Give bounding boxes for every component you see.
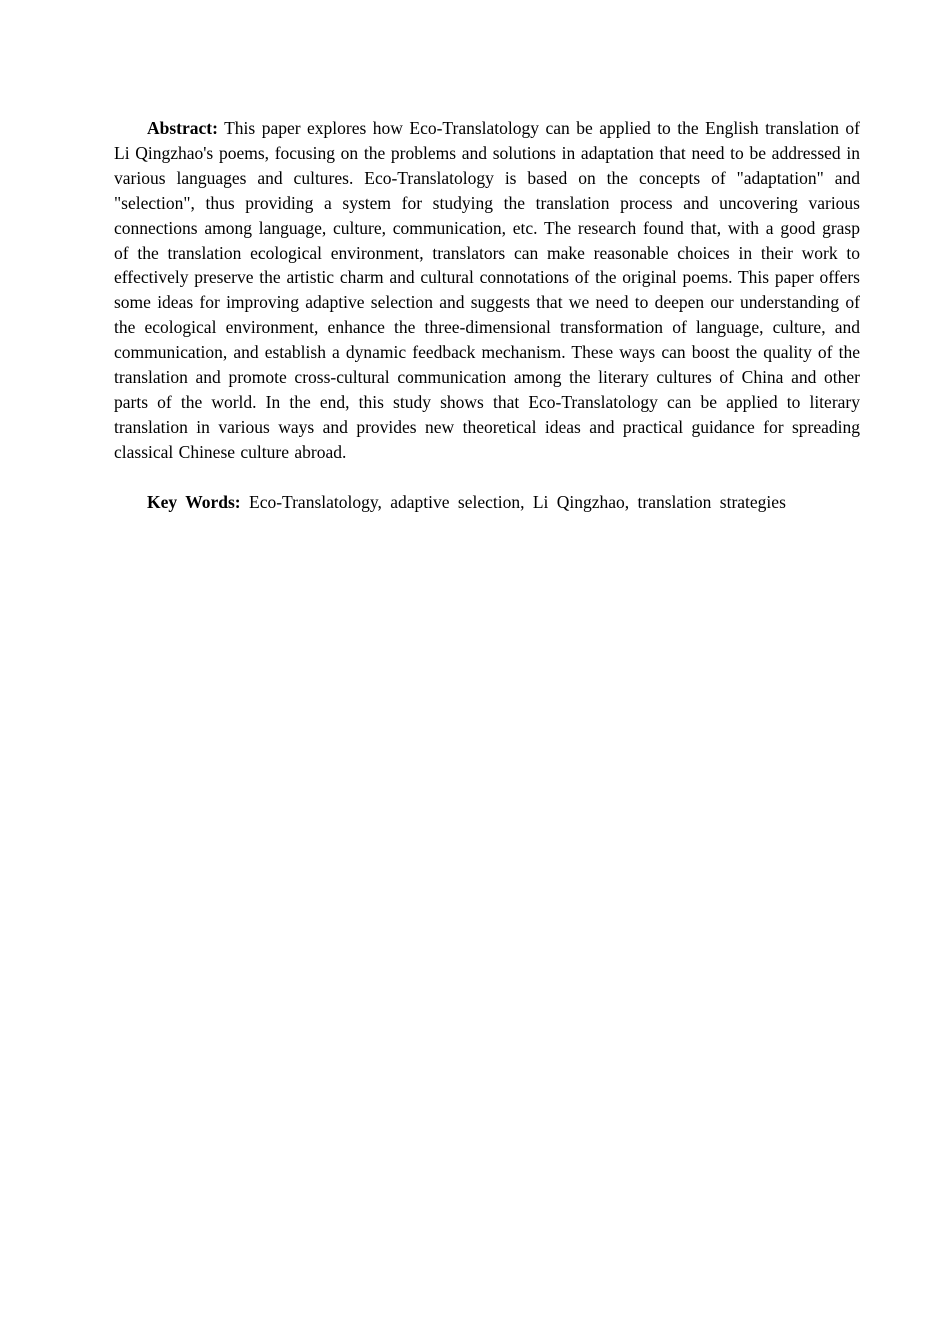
abstract-text: This paper explores how Eco-Translatology can be applied to the English translation of Li Qingzhao's poems, focusing on the problems and solutions in adaptation that need to be addressed in various languages and cultures. Eco-Translatology is based on the concepts of "adaptation" and "selection", thus providing a system for studying the translation process and uncovering various connections among language, culture, communication, etc. The research found that, with a good grasp of the translation ecological environment, translators can make reasonable choices in their work to effectively preserve the artistic charm and cultural connotations of the original poems. This paper offers some ideas for improving adaptive selection and suggests that we need to deepen our understanding of the ecological environment, enhance the three-dimensional transformation of language, culture, and communication, and establish a dynamic feedback mechanism. These ways can boost the quality of the translation and promote cross-cultural communication among the literary cultures of China and other parts of the world. In the end, this study shows that Eco-Translatology can be applied to literary translation in various ways and provides new theoretical ideas and practical guidance for spreading classical Chinese culture abroad. [114, 118, 860, 462]
keywords-paragraph [114, 490, 860, 515]
keywords-text: Eco-Translatology, adaptive selection, Li Qingzhao, translation strategies [249, 491, 786, 512]
abstract-paragraph [114, 116, 860, 465]
abstract-label: Abstract: [147, 118, 218, 138]
document-page [114, 116, 860, 515]
keywords-label: Key Words: [147, 491, 241, 512]
